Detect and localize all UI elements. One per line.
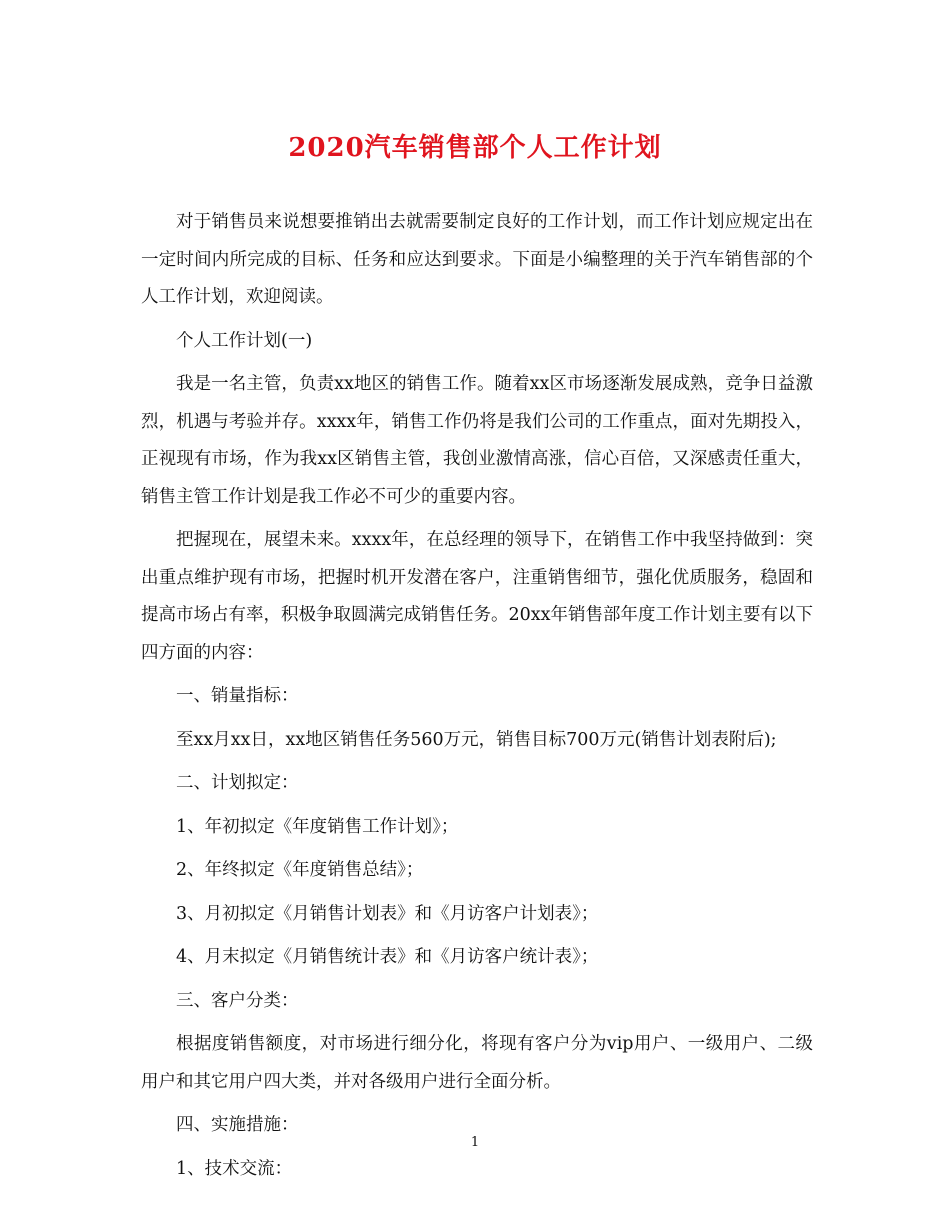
- document-body: [141, 204, 813, 1194]
- body-paragraph: 至xx月xx日，xx地区销售任务560万元，销售目标700万元(销售计划表附后);: [176, 729, 777, 750]
- section-heading-plan-drafting: 二、计划拟定：: [176, 773, 299, 793]
- body-paragraph: 把握现在，展望未来。xxxx年，在总经理的领导下，在销售工作中我坚持做到：突出重点维护现有市场，把握时机开发潜在客户，注重销售细节，强化优质服务，稳固和提高市场占有率，积极争取圆满完成销售任务。20xx年销售部年度工作计划主要有以下四方面的内容：: [141, 530, 814, 663]
- body-paragraph: 根据度销售额度，对市场进行细分化，将现有客户分为vip用户、一级用户、二级用户和其它用户四大类，并对各级用户进行全面分析。: [141, 1034, 813, 1092]
- section-heading-plan-one: 个人工作计划(一): [176, 330, 313, 351]
- document-title: 2020汽车销售部个人工作计划: [288, 133, 662, 163]
- body-paragraph: 我是一名主管，负责xx地区的销售工作。随着xx区市场逐渐发展成熟，竞争日益激烈，机遇与考验并存。xxxx年，销售工作仍将是我们公司的工作重点，面对先期投入，正视现有市场，作为我xx区销售主管，我创业激情高涨，信心百倍，又深感责任重大，销售主管工作计划是我工作必不可少的重要内容。: [141, 374, 813, 507]
- section-heading-sales-targets: 一、销量指标：: [176, 686, 299, 706]
- section-heading-measures: 四、实施措施：: [176, 1115, 299, 1135]
- page-number: 1: [470, 1135, 480, 1150]
- list-item: 2、年终拟定《年度销售总结》；: [176, 860, 424, 880]
- intro-paragraph: 对于销售员来说想要推销出去就需要制定良好的工作计划，而工作计划应规定出在一定时间内所完成的目标、任务和应达到要求。下面是小编整理的关于汽车销售部的个人工作计划，欢迎阅读。: [141, 212, 813, 307]
- list-item: 3、月初拟定《月销售计划表》和《月访客户计划表》；: [176, 903, 599, 924]
- section-heading-customer-classification: 三、客户分类：: [176, 990, 299, 1011]
- list-item: 4、月末拟定《月销售统计表》和《月访客户统计表》；: [176, 947, 599, 967]
- list-item: 1、技术交流：: [176, 1158, 293, 1179]
- list-item: 1、年初拟定《年度销售工作计划》；: [176, 816, 459, 837]
